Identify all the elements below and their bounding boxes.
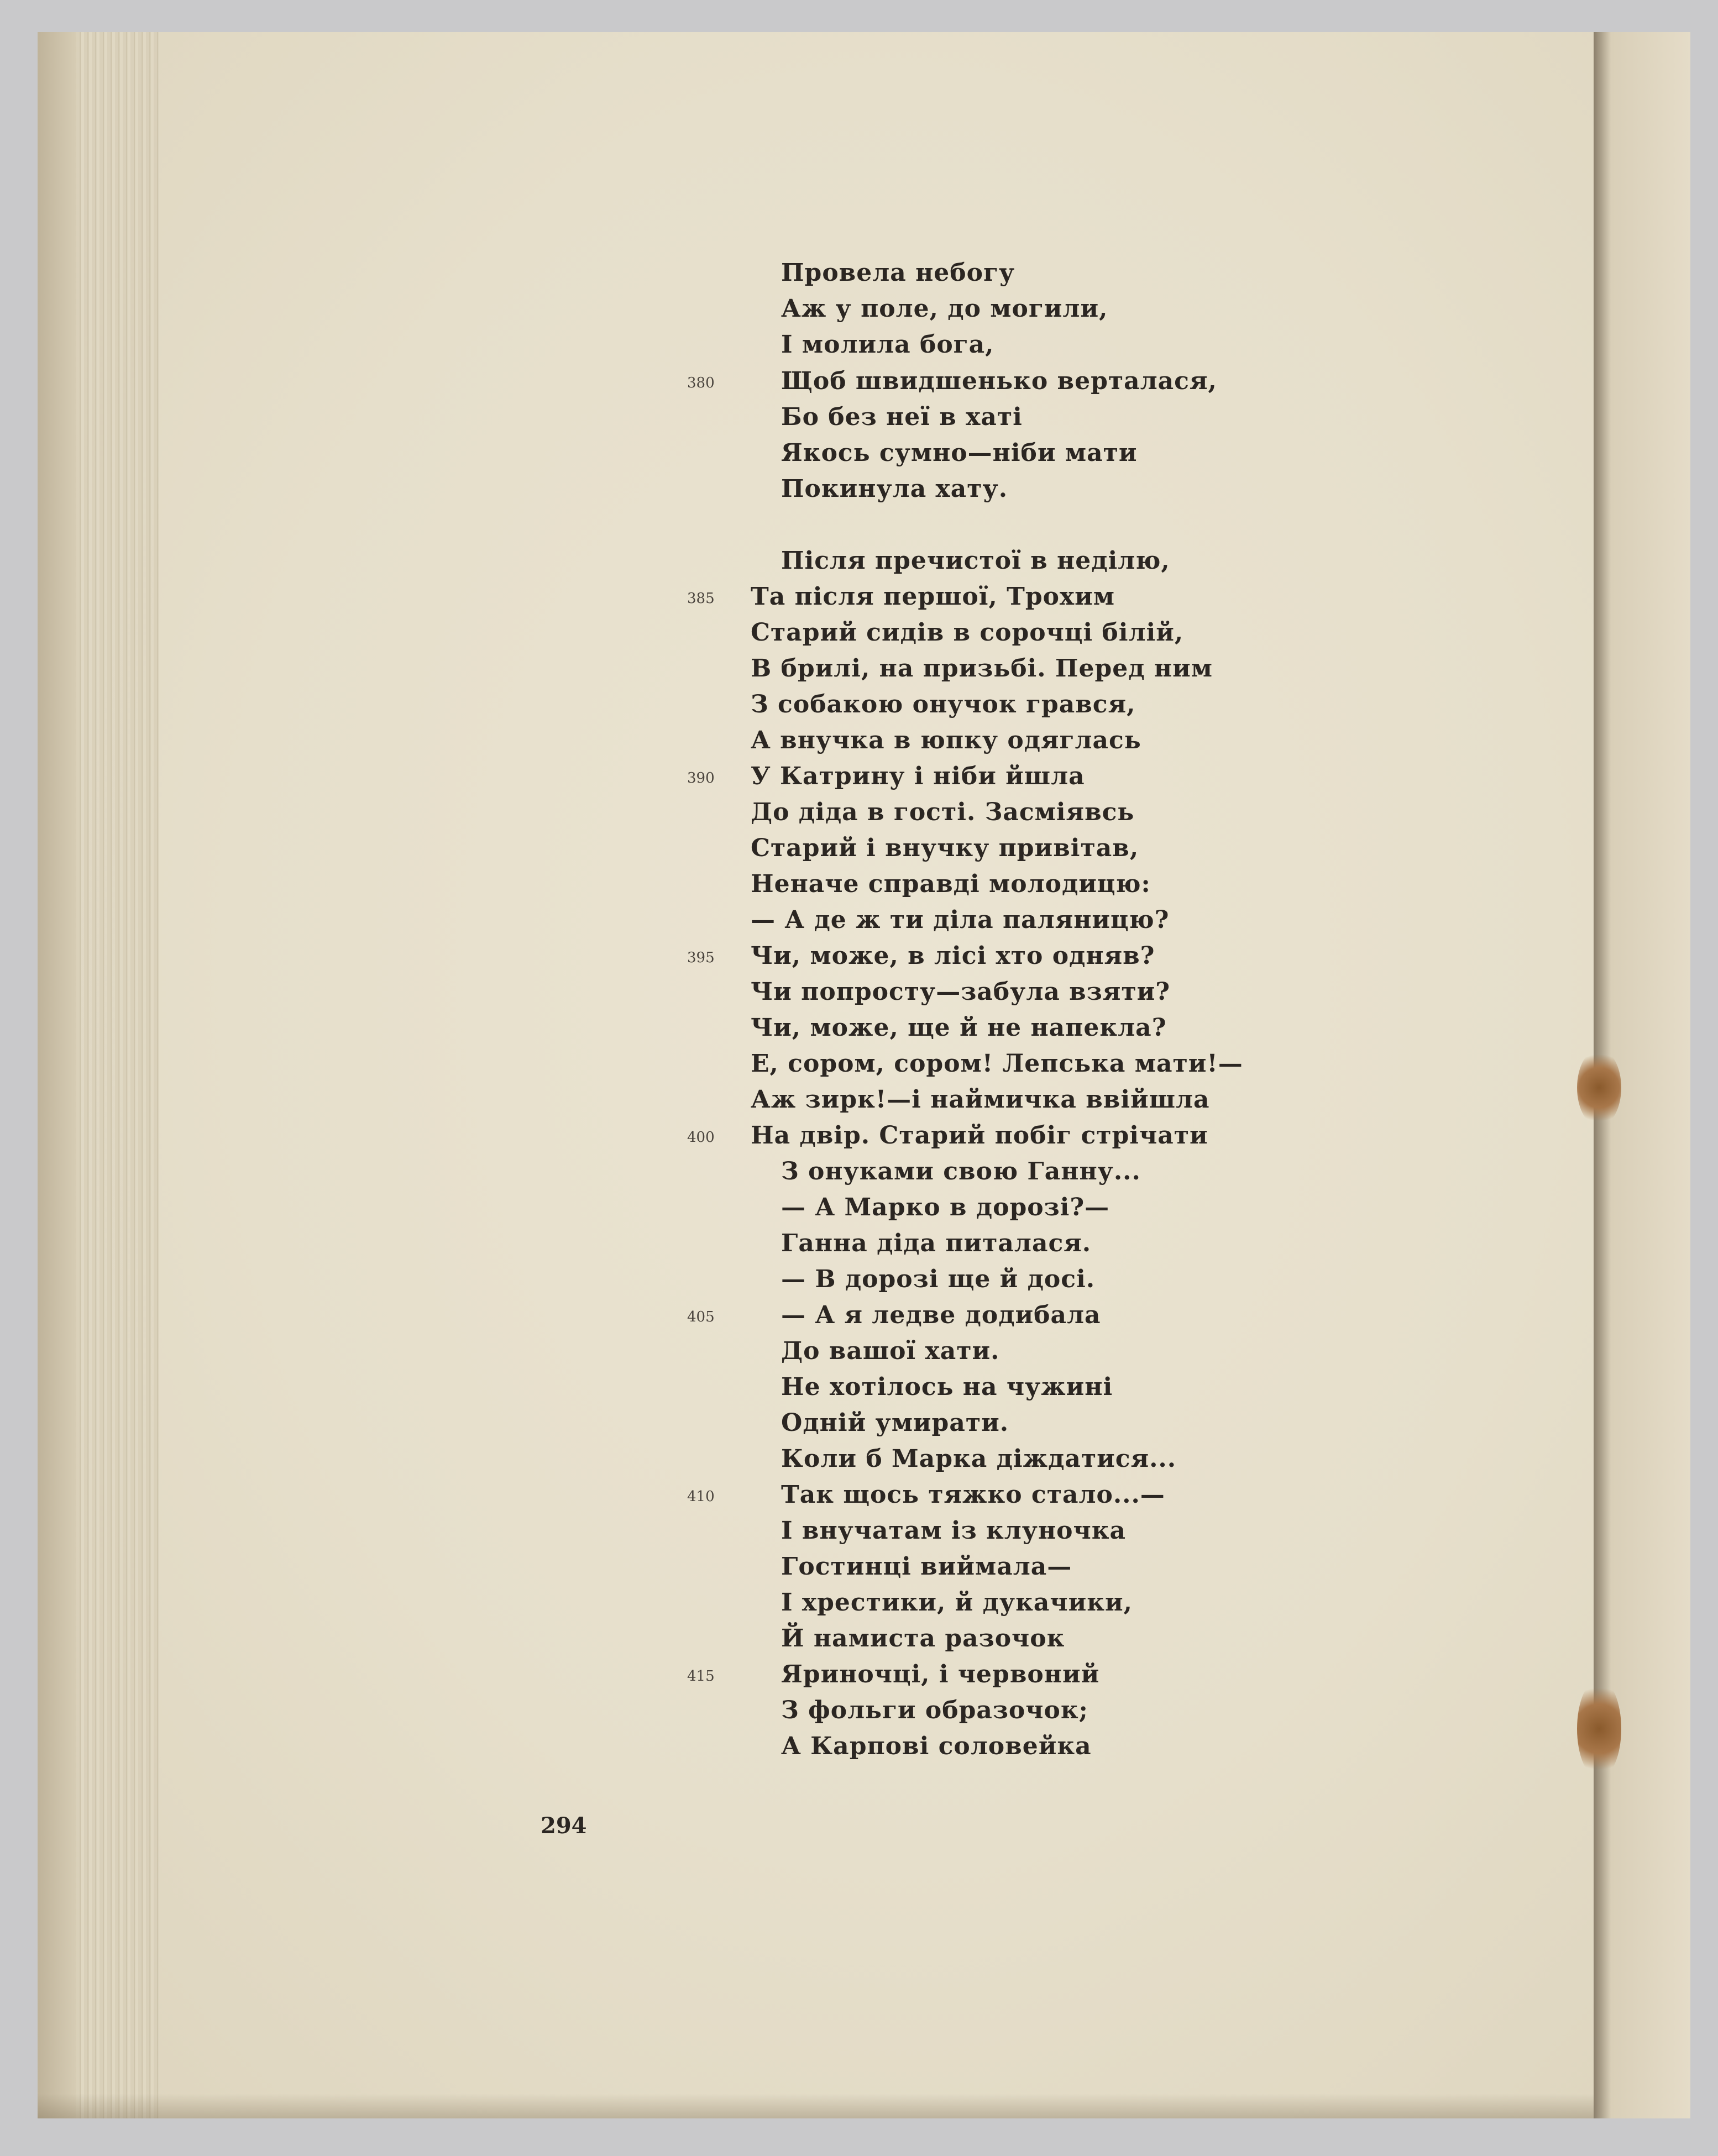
- poem-line: І хрестики, й дукачики,: [781, 1588, 1133, 1617]
- poem-line: Не хотілось на чужині: [781, 1373, 1113, 1401]
- poem-line: Неначе справді молодицю:: [751, 870, 1151, 898]
- poem-line: Щоб швидшенько верталася,: [781, 367, 1217, 395]
- spine-shadow: [38, 32, 76, 2118]
- line-number: 405: [687, 1309, 715, 1325]
- poem-line: У Катрину і ніби йшла: [751, 762, 1085, 790]
- stain-mark: [1577, 1049, 1621, 1126]
- adjacent-page-edge: [1594, 32, 1690, 2118]
- poem-line: Якось сумно—ніби мати: [781, 439, 1138, 467]
- line-number: 390: [687, 770, 715, 786]
- scanned-page: [38, 32, 1690, 2118]
- poem-line: Так щось тяжко стало...—: [781, 1481, 1165, 1509]
- poem-line: До вашої хати.: [781, 1337, 1000, 1365]
- poem-line: З онуками свою Ганну...: [781, 1157, 1141, 1185]
- poem-line: На двір. Старий побіг стрічати: [751, 1121, 1208, 1150]
- line-number: 385: [687, 590, 715, 607]
- poem-line: До діда в гості. Засміявсь: [751, 798, 1135, 826]
- poem-line: Гостинці виймала—: [781, 1552, 1072, 1581]
- poem-line: Та після першої, Трохим: [751, 583, 1115, 611]
- poem-line: — А Марко в дорозі?—: [781, 1193, 1110, 1221]
- poem-line: — В дорозі ще й досі.: [781, 1265, 1096, 1293]
- poem-line: Коли б Марка діждатися...: [781, 1445, 1177, 1473]
- book-page: [38, 32, 1594, 2118]
- poem-line: І внучатам із клуночка: [781, 1517, 1126, 1545]
- poem-line: — А я ледве додибала: [781, 1301, 1101, 1329]
- poem-line: І молила бога,: [781, 331, 994, 359]
- line-number: 400: [687, 1129, 715, 1146]
- line-number: 410: [687, 1488, 715, 1505]
- poem-line: Чи попросту—забула взяти?: [751, 978, 1171, 1006]
- poem-line: Чи, може, ще й не напекла?: [751, 1014, 1167, 1042]
- poem-line: Покинула хату.: [781, 475, 1008, 503]
- poem-line: Яриночці, і червоний: [781, 1660, 1100, 1688]
- poem-line: А Карпові соловейка: [781, 1732, 1092, 1760]
- page-number: 294: [541, 1813, 587, 1839]
- poem-line: Й намиста разочок: [781, 1624, 1065, 1653]
- poem-line: Одній умирати.: [781, 1409, 1009, 1437]
- page-edges: [76, 32, 159, 2118]
- poem-line: Аж у поле, до могили,: [781, 295, 1108, 323]
- line-number: 395: [687, 950, 715, 966]
- poem-line: Бо без неї в хаті: [781, 403, 1023, 431]
- poem-line: З фольги образочок;: [781, 1696, 1088, 1724]
- stain-mark: [1577, 1679, 1621, 1779]
- poem-line: — А де ж ти діла паляницю?: [751, 906, 1170, 934]
- poem-line: Після пречистої в неділю,: [781, 547, 1170, 575]
- line-number: 415: [687, 1668, 715, 1685]
- poem-line: Старий і внучку привітав,: [751, 834, 1139, 862]
- poem-line: Аж зирк!—і наймичка ввійшла: [751, 1085, 1210, 1114]
- poem-line: Провела небогу: [781, 259, 1015, 287]
- line-number: 380: [687, 375, 715, 391]
- poem-line: Е, сором, сором! Лепська мати!—: [751, 1050, 1243, 1078]
- poem-line: Ганна діда питалася.: [781, 1229, 1092, 1257]
- poem-line: А внучка в юпку одяглась: [751, 726, 1141, 754]
- bottom-edge-shadow: [38, 2094, 1594, 2118]
- poem-line: Старий сидів в сорочці білій,: [751, 618, 1184, 647]
- poem-line: В брилі, на призьбі. Перед ним: [751, 654, 1213, 683]
- poem-line: З собакою онучок грався,: [751, 690, 1136, 718]
- poem-line: Чи, може, в лісі хто одняв?: [751, 942, 1155, 970]
